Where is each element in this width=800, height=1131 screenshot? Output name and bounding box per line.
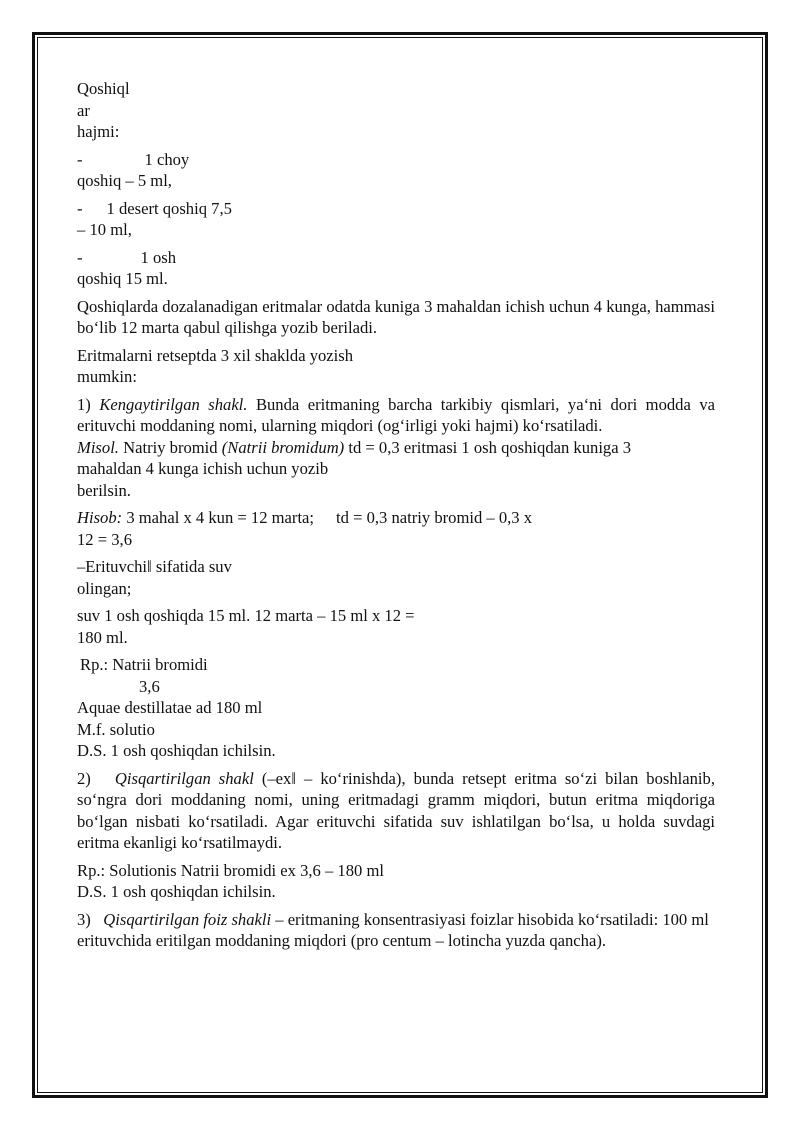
solvent-note bbox=[77, 556, 715, 599]
volume-heading-line: Qoshiql bbox=[77, 79, 130, 98]
section2-text: (–ex‖ – ko‘rinishda), bunda retsept eritma so‘zi bilan boshlanib, so‘ngra dori moddaning nomi, uning eritmadagi gramm miqdori, butun eritma miqdoriga bo‘lgan nisbati ko‘rsatiladi. Agar erituvchi sifatida suv ishlatilgan bo‘lsa, u holda suvdagi eritma ekanligi ko‘rsatilmaydi. bbox=[77, 768, 715, 852]
volume-heading-line: ar bbox=[77, 100, 90, 120]
water-line2: 180 ml. bbox=[77, 627, 128, 647]
section3-paragraph bbox=[77, 909, 715, 952]
rx1-mf: M.f. solutio bbox=[77, 719, 155, 739]
dessert-spoon-item bbox=[77, 198, 715, 241]
prescription-1 bbox=[77, 654, 715, 762]
section2-paragraph bbox=[77, 768, 715, 854]
rx2-ds: D.S. 1 osh qoshiqdan ichilsin. bbox=[77, 882, 276, 901]
misol-label: Misol. bbox=[77, 437, 119, 457]
solvent-line1: –Erituvchi‖ sifatida suv bbox=[77, 557, 232, 576]
section1-title: Kengaytirilgan shakl. bbox=[99, 394, 248, 414]
misol-line2: mahaldan 4 kunga ichish uchun yozib bbox=[77, 459, 329, 478]
table-spoon-line1: 1 osh bbox=[140, 247, 177, 267]
prescription-2 bbox=[77, 860, 715, 903]
rx1-aquae: Aquae destillatae ad 180 ml bbox=[77, 698, 263, 717]
list-dash: - bbox=[77, 149, 83, 169]
solvent-line2: olingan; bbox=[77, 578, 132, 598]
section3-number: 3) bbox=[77, 909, 91, 929]
misol-latin: (Natrii bromidum) bbox=[221, 437, 345, 457]
list-dash: - bbox=[77, 247, 83, 267]
misol-text-b: td = 0,3 eritmasi 1 osh qoshiqdan kuniga 3 bbox=[348, 437, 632, 457]
calc-line2: 12 = 3,6 bbox=[77, 529, 132, 549]
section2-number: 2) bbox=[77, 768, 91, 788]
section1-number: 1) bbox=[77, 394, 91, 414]
tea-spoon-item bbox=[77, 149, 715, 192]
spoon-dosing-paragraph: Qoshiqlarda dozalanadigan eritmalar odatda kuniga 3 mahaldan ichish uchun 4 kunga, hammasi bo‘lib 12 marta qabul qilishga yozib beriladi. bbox=[77, 296, 715, 337]
rx1-rp: Rp.: Natrii bromidi bbox=[80, 655, 208, 674]
list-dash: - bbox=[77, 198, 83, 218]
dessert-spoon-line1: 1 desert qoshiq 7,5 bbox=[106, 198, 232, 218]
section1-paragraph bbox=[77, 394, 715, 502]
calculation bbox=[77, 507, 715, 550]
calc-part2: td = 0,3 natriy bromid – 0,3 x bbox=[336, 508, 533, 527]
water-line1: suv 1 osh qoshiqda 15 ml. 12 marta – 15 ml x 12 = bbox=[77, 606, 415, 625]
forms-intro-line2: mumkin: bbox=[77, 367, 137, 386]
water-calc bbox=[77, 605, 715, 648]
dessert-spoon-line2: – 10 ml, bbox=[77, 220, 132, 239]
rx2-rp: Rp.: Solutionis Natrii bromidi ex 3,6 – 180 ml bbox=[77, 860, 384, 880]
section3-text: – eritmaning konsentrasiyasi foizlar hisobida ko‘rsatiladi: 100 ml erituvchida eritilgan moddaning miqdori (pro centum – lotincha yuzda qancha). bbox=[77, 909, 709, 950]
calc-label: Hisob: bbox=[77, 508, 123, 527]
calc-part1: 3 mahal x 4 kun = 12 marta; bbox=[126, 508, 315, 527]
misol-line3: berilsin. bbox=[77, 480, 131, 500]
table-spoon-item bbox=[77, 247, 715, 290]
tea-spoon-line2: qoshiq – 5 ml, bbox=[77, 171, 172, 190]
rx1-amount: 3,6 bbox=[139, 676, 160, 696]
rx1-ds: D.S. 1 osh qoshiqdan ichilsin. bbox=[77, 741, 276, 760]
section2-title: Qisqartirilgan shakl bbox=[114, 768, 254, 788]
tea-spoon-line1: 1 choy bbox=[144, 149, 190, 169]
table-spoon-line2: qoshiq 15 ml. bbox=[77, 269, 168, 288]
volume-heading-line: hajmi: bbox=[77, 122, 120, 141]
section3-title: Qisqartirilgan foiz shakli bbox=[103, 909, 272, 929]
volume-heading bbox=[77, 78, 715, 143]
section1-text: Bunda eritmaning barcha tarkibiy qismlari, ya‘ni dori modda va erituvchi moddaning nomi, ularning miqdori (og‘irligi yoki hajmi) ko‘rsatiladi. bbox=[77, 394, 715, 435]
misol-text-a: Natriy bromid bbox=[123, 437, 218, 457]
document-page bbox=[77, 78, 715, 958]
forms-intro bbox=[77, 345, 715, 388]
forms-intro-line1: Eritmalarni retseptda 3 xil shaklda yozish bbox=[77, 345, 354, 365]
